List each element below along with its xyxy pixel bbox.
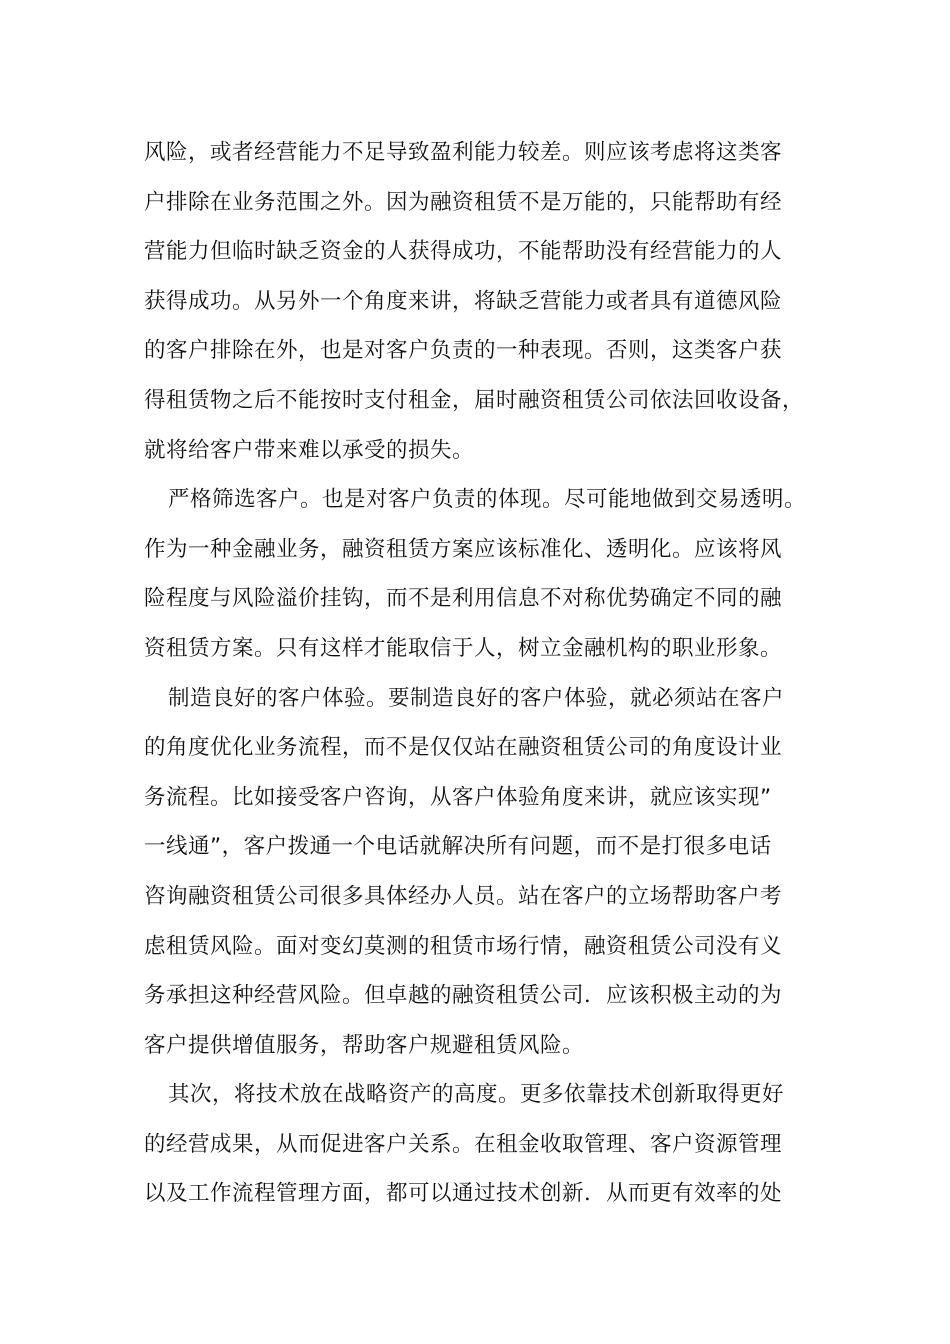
text-line: 得租赁物之后不能按时支付租金，届时融资租赁公司依法回收设备，	[144, 387, 805, 413]
text-line: 获得成功。从另外一个角度来讲，将缺乏营能力或者具有道德风险	[144, 288, 783, 314]
text-line: 的角度优化业务流程，而不是仅仅站在融资租赁公司的角度设计业	[144, 735, 783, 761]
text-line: 就将给客户带来难以承受的损失。	[144, 437, 475, 463]
text-line: 务承担这种经营风险。但卓越的融资租赁公司．应该积极主动的为	[144, 983, 783, 1009]
text-line: 营能力但临时缺乏资金的人获得成功，不能帮助没有经营能力的人	[144, 239, 783, 265]
text-line: 务流程。比如接受客户咨询，从客户体验角度来讲，就应该实现”	[144, 784, 772, 810]
paragraph-start-line: 制造良好的客户体验。要制造良好的客户体验，就必须站在客户	[168, 685, 785, 711]
text-line: 的客户排除在外，也是对客户负责的一种表现。否则，这类客户获	[144, 338, 783, 364]
text-line: 客户提供增值服务，帮助客户规避租赁风险。	[144, 1032, 585, 1058]
text-line: 虑租赁风险。面对变幻莫测的租赁市场行情，融资租赁公司没有义	[144, 933, 783, 959]
body-text	[144, 128, 824, 1219]
text-line: 资租赁方案。只有这样才能取信于人，树立金融机构的职业形象。	[144, 635, 783, 661]
text-line: 咨询融资租赁公司很多具体经办人员。站在客户的立场帮助客户考	[144, 883, 783, 909]
paragraph-start-line: 其次，将技术放在战略资产的高度。更多依靠技术创新取得更好	[168, 1082, 785, 1108]
text-line: 风险，或者经营能力不足导致盈利能力较差。则应该考虑将这类客	[144, 140, 783, 165]
text-line: 户排除在业务范围之外。因为融资租赁不是万能的，只能帮助有经	[144, 189, 783, 215]
paragraph-start-line: 严格筛选客户。也是对客户负责的体现。尽可能地做到交易透明。	[168, 487, 807, 513]
text-line: 一线通”，客户拨通一个电话就解决所有问题，而不是打很多电话	[144, 834, 772, 860]
text-line: 险程度与风险溢价挂钩，而不是利用信息不对称优势确定不同的融	[144, 586, 783, 612]
text-line: 的经营成果，从而促进客户关系。在租金收取管理、客户资源管理	[144, 1131, 783, 1157]
text-line: 以及工作流程管理方面，都可以通过技术创新．从而更有效率的处	[144, 1181, 783, 1207]
text-line: 作为一种金融业务，融资租赁方案应该标准化、透明化。应该将风	[144, 536, 783, 562]
